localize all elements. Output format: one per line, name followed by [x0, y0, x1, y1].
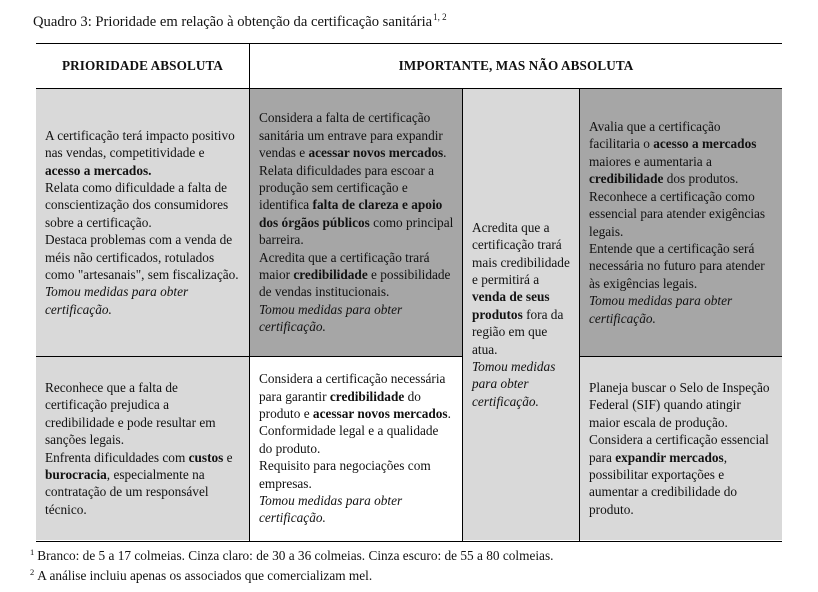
- table-caption: [33, 12, 447, 31]
- cell-text: maiores e aumentaria a: [589, 153, 712, 169]
- cell-text: A certificação terá impacto positivo nas vendas, competitividade e: [45, 127, 235, 161]
- certification-priority-table: [36, 43, 782, 542]
- cell-text: Considera a falta de certificação sanitária um entrave para expandir vendas e: [259, 110, 443, 161]
- caption-footnote-marks: 1, 2: [433, 12, 447, 22]
- cell-text: Relata como dificuldade a falta de conscientização dos consumidores sobre a certificação.: [45, 179, 229, 230]
- cell-text: Avalia que a certificação facilitaria o: [589, 119, 721, 152]
- cell-emphasis: credibilidade: [589, 171, 664, 187]
- cell-text: Conformidade legal e a qualidade do produto.: [259, 423, 439, 456]
- column-divider: [579, 88, 580, 541]
- cell-absolute-row1: [36, 89, 249, 356]
- cell-text: Relata dificuldades para escoar a produção sem certificação e identifica: [259, 162, 434, 213]
- cell-emphasis: acessar novos mercados: [312, 405, 448, 421]
- cell-emphasis: acesso a mercados: [653, 136, 757, 152]
- cell-emphasis: venda de seus produtos: [472, 289, 550, 322]
- cell-text: Planeja buscar o Selo de Inspeção Federal (SIF) quando atingir maior escala de produção.: [589, 379, 770, 430]
- cell-text: como principal barreira.: [259, 214, 454, 248]
- footnote-mark: 1: [30, 547, 35, 557]
- cell-text: .: [447, 405, 451, 421]
- cell-text: fora da região em que atua.: [472, 306, 564, 357]
- cell-text: Acredita que a certificação trará maior: [259, 249, 430, 283]
- footnote-1: [30, 544, 553, 564]
- cell-text: Considera a certificação essencial para: [589, 432, 769, 465]
- header-absolute-priority: PRIORIDADE ABSOLUTA: [36, 44, 249, 88]
- cell-note: Tomou medidas para obter certificação.: [259, 493, 403, 526]
- cell-text: Acredita que a certificação trará mais credibilidade e permitirá a: [472, 219, 570, 287]
- cell-text: , especialmente na contratação de um responsável técnico.: [45, 466, 209, 517]
- header-important-not-absolute: IMPORTANTE, MAS NÃO ABSOLUTA: [250, 44, 782, 88]
- cell-important-row1-col3: [580, 89, 782, 356]
- cell-emphasis: expandir mercados: [615, 449, 724, 465]
- cell-text: dos produtos.: [663, 171, 739, 187]
- cell-text: .: [443, 145, 447, 161]
- cell-emphasis: falta de clareza e apoio dos órgãos públicos: [259, 197, 443, 230]
- cell-note: Tomou medidas para obter certificação.: [472, 359, 556, 409]
- cell-note: Tomou medidas para obter certificação.: [45, 284, 189, 317]
- cell-text: Reconhece a certificação como essencial para atender exigências legais.: [589, 188, 766, 239]
- caption-text: Quadro 3: Prioridade em relação à obtenção da certificação sanitária: [33, 14, 433, 30]
- footnote-mark: 2: [30, 567, 35, 577]
- cell-text: Reconhece que a falta de certificação prejudica a credibilidade e pode resultar em sanções legais.: [45, 379, 216, 448]
- cell-text: Destaca problemas com a venda de méis não certificados, rotulados como "artesanais", sem fiscalização.: [45, 232, 239, 283]
- cell-emphasis: acesso a mercados.: [45, 162, 152, 178]
- cell-text: do produto e: [259, 388, 421, 421]
- cell-emphasis: acessar novos mercados: [308, 145, 444, 161]
- cell-important-row2-col1: [250, 357, 462, 540]
- cell-emphasis: credibilidade: [329, 388, 405, 404]
- cell-text: e: [223, 449, 233, 465]
- cell-note: Tomou medidas para obter certificação.: [589, 293, 733, 326]
- cell-text: e possibilidade de vendas institucionais.: [259, 267, 451, 300]
- cell-emphasis: burocracia: [45, 466, 107, 482]
- footnote-text: A análise incluiu apenas os associados que comercializam mel.: [37, 568, 373, 583]
- column-divider: [462, 88, 463, 541]
- row-divider-right: [579, 356, 782, 357]
- footnote-2: [30, 564, 553, 584]
- footnote-text: Branco: de 5 a 17 colmeias. Cinza claro: de 30 a 36 colmeias. Cinza escuro: de 55 a 80 colmeias.: [37, 548, 554, 563]
- cell-text: Considera a certificação necessária para garantir: [259, 371, 446, 404]
- cell-absolute-row2: [36, 357, 249, 540]
- column-divider: [249, 44, 250, 541]
- cell-important-row2-col3: [580, 357, 782, 540]
- footnotes: [30, 544, 553, 584]
- cell-text: Enfrenta dificuldades com: [45, 449, 189, 465]
- cell-text: Requisito para negociações com empresas.: [259, 458, 431, 491]
- cell-emphasis: custos: [188, 449, 224, 465]
- cell-text: Entende que a certificação será necessária no futuro para atender às exigências legais.: [589, 240, 765, 291]
- cell-note: Tomou medidas para obter certificação.: [259, 301, 403, 335]
- header-divider: [36, 88, 782, 89]
- cell-emphasis: credibilidade: [293, 267, 368, 283]
- cell-important-row1-col1: [250, 89, 462, 356]
- cell-important-merged-col2: [463, 89, 579, 540]
- cell-text: , possibilitar exportações e aumentar a credibilidade do produto.: [589, 449, 738, 517]
